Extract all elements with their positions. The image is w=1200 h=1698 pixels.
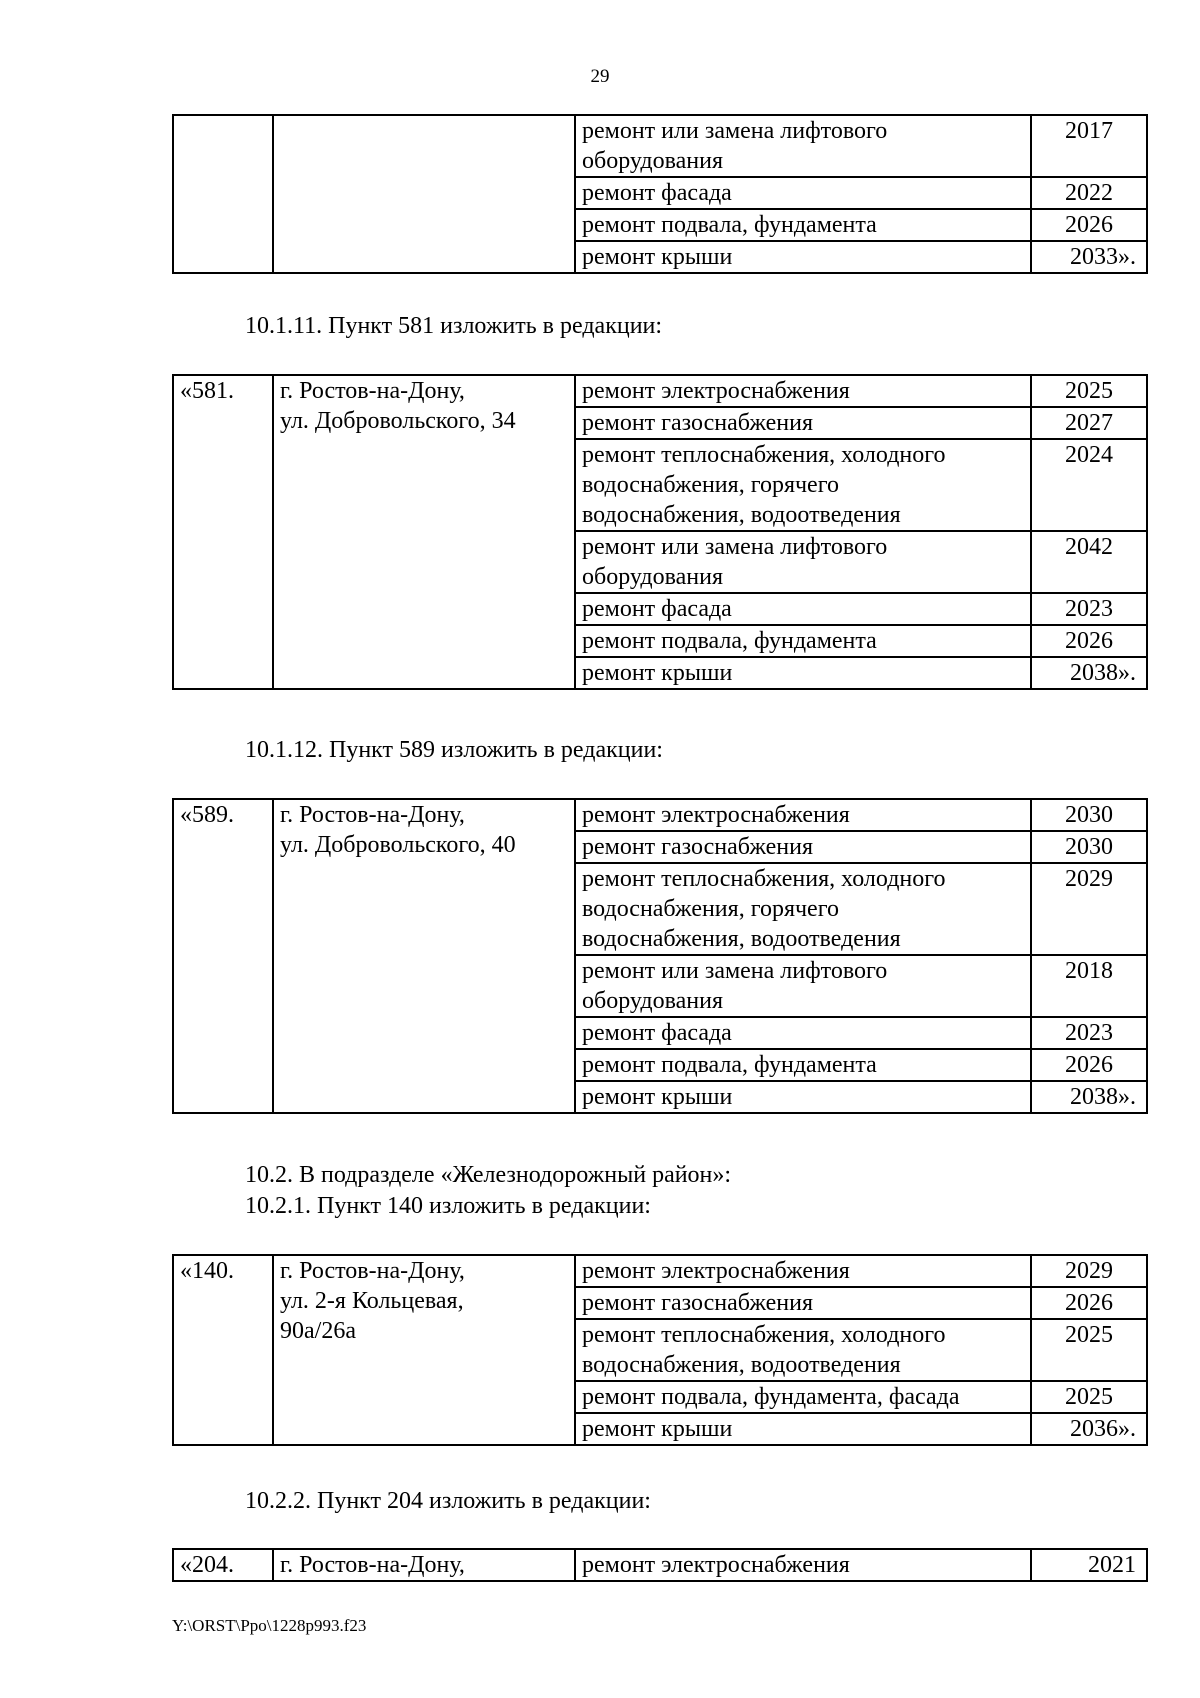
- address-cell: г. Ростов-на-Дону, ул. Добровольского, 34: [273, 375, 575, 689]
- work-type-cell: ремонт электроснабжения: [575, 799, 1031, 831]
- file-path-footer: Y:\ORST\Ppo\1228p993.f23: [172, 1616, 367, 1635]
- year-cell: 2021: [1031, 1549, 1147, 1581]
- work-type-cell: ремонт крыши: [575, 1413, 1031, 1445]
- year-cell: 2018: [1031, 955, 1147, 1017]
- page-number: 29: [590, 66, 610, 87]
- year-cell: 2023: [1031, 593, 1147, 625]
- address-cell: г. Ростов-на-Дону, ул. 2-я Кольцевая, 90а/26а: [273, 1255, 575, 1445]
- table-item-204: [172, 1548, 1148, 1582]
- year-cell: 2027: [1031, 407, 1147, 439]
- year-cell: 2029: [1031, 1255, 1147, 1287]
- work-type-cell: ремонт теплоснабжения, холодного водоснабжения, горячего водоснабжения, водоотведения: [575, 439, 1031, 531]
- year-cell: 2025: [1031, 375, 1147, 407]
- year-cell: 2025: [1031, 1319, 1147, 1381]
- work-type-cell: ремонт или замена лифтового оборудования: [575, 955, 1031, 1017]
- address-cell: [273, 115, 575, 273]
- work-type-cell: ремонт подвала, фундамента: [575, 1049, 1031, 1081]
- work-type-cell: ремонт или замена лифтового оборудования: [575, 115, 1031, 177]
- year-cell: 2038».: [1031, 657, 1147, 689]
- item-number: «589.: [173, 799, 273, 1113]
- address-cell: г. Ростов-на-Дону,: [273, 1549, 575, 1581]
- work-type-cell: ремонт крыши: [575, 657, 1031, 689]
- year-cell: 2038».: [1031, 1081, 1147, 1113]
- item-number: «140.: [173, 1255, 273, 1445]
- year-cell: 2036».: [1031, 1413, 1147, 1445]
- table-row: [173, 115, 1147, 177]
- work-type-cell: ремонт электроснабжения: [575, 375, 1031, 407]
- work-type-cell: ремонт крыши: [575, 241, 1031, 273]
- item-number: [173, 115, 273, 273]
- work-type-cell: ремонт электроснабжения: [575, 1549, 1031, 1581]
- work-type-cell: ремонт электроснабжения: [575, 1255, 1031, 1287]
- work-type-cell: ремонт подвала, фундамента, фасада: [575, 1381, 1031, 1413]
- table-continued: [172, 114, 1148, 274]
- work-type-cell: ремонт фасада: [575, 177, 1031, 209]
- year-cell: 2026: [1031, 625, 1147, 657]
- year-cell: 2022: [1031, 177, 1147, 209]
- year-cell: 2023: [1031, 1017, 1147, 1049]
- year-cell: 2026: [1031, 1287, 1147, 1319]
- year-cell: 2033».: [1031, 241, 1147, 273]
- work-type-cell: ремонт или замена лифтового оборудования: [575, 531, 1031, 593]
- work-type-cell: ремонт фасада: [575, 593, 1031, 625]
- table-item-581: [172, 374, 1148, 690]
- address-cell: г. Ростов-на-Дону, ул. Добровольского, 40: [273, 799, 575, 1113]
- table-row: [173, 799, 1147, 831]
- year-cell: 2026: [1031, 1049, 1147, 1081]
- work-type-cell: ремонт теплоснабжения, холодного водоснабжения, горячего водоснабжения, водоотведения: [575, 863, 1031, 955]
- year-cell: 2024: [1031, 439, 1147, 531]
- work-type-cell: ремонт теплоснабжения, холодного водоснабжения, водоотведения: [575, 1319, 1031, 1381]
- paragraph-item-581: 10.1.11. Пункт 581 изложить в редакции:: [245, 313, 663, 339]
- year-cell: 2029: [1031, 863, 1147, 955]
- table-row: [173, 375, 1147, 407]
- year-cell: 2025: [1031, 1381, 1147, 1413]
- table-row: [173, 1255, 1147, 1287]
- item-number: «204.: [173, 1549, 273, 1581]
- table-item-589: [172, 798, 1148, 1114]
- work-type-cell: ремонт крыши: [575, 1081, 1031, 1113]
- paragraph-item-589: 10.1.12. Пункт 589 изложить в редакции:: [245, 737, 663, 763]
- table-row: [173, 1549, 1147, 1581]
- year-cell: 2030: [1031, 831, 1147, 863]
- year-cell: 2017: [1031, 115, 1147, 177]
- work-type-cell: ремонт подвала, фундамента: [575, 625, 1031, 657]
- work-type-cell: ремонт подвала, фундамента: [575, 209, 1031, 241]
- paragraph-item-204: 10.2.2. Пункт 204 изложить в редакции:: [245, 1488, 651, 1514]
- year-cell: 2042: [1031, 531, 1147, 593]
- work-type-cell: ремонт газоснабжения: [575, 1287, 1031, 1319]
- year-cell: 2030: [1031, 799, 1147, 831]
- work-type-cell: ремонт фасада: [575, 1017, 1031, 1049]
- work-type-cell: ремонт газоснабжения: [575, 407, 1031, 439]
- year-cell: 2026: [1031, 209, 1147, 241]
- table-item-140: [172, 1254, 1148, 1446]
- item-number: «581.: [173, 375, 273, 689]
- paragraph-item-140: 10.2.1. Пункт 140 изложить в редакции:: [245, 1193, 651, 1219]
- paragraph-section-10-2: 10.2. В подразделе «Железнодорожный район»:: [245, 1162, 732, 1188]
- work-type-cell: ремонт газоснабжения: [575, 831, 1031, 863]
